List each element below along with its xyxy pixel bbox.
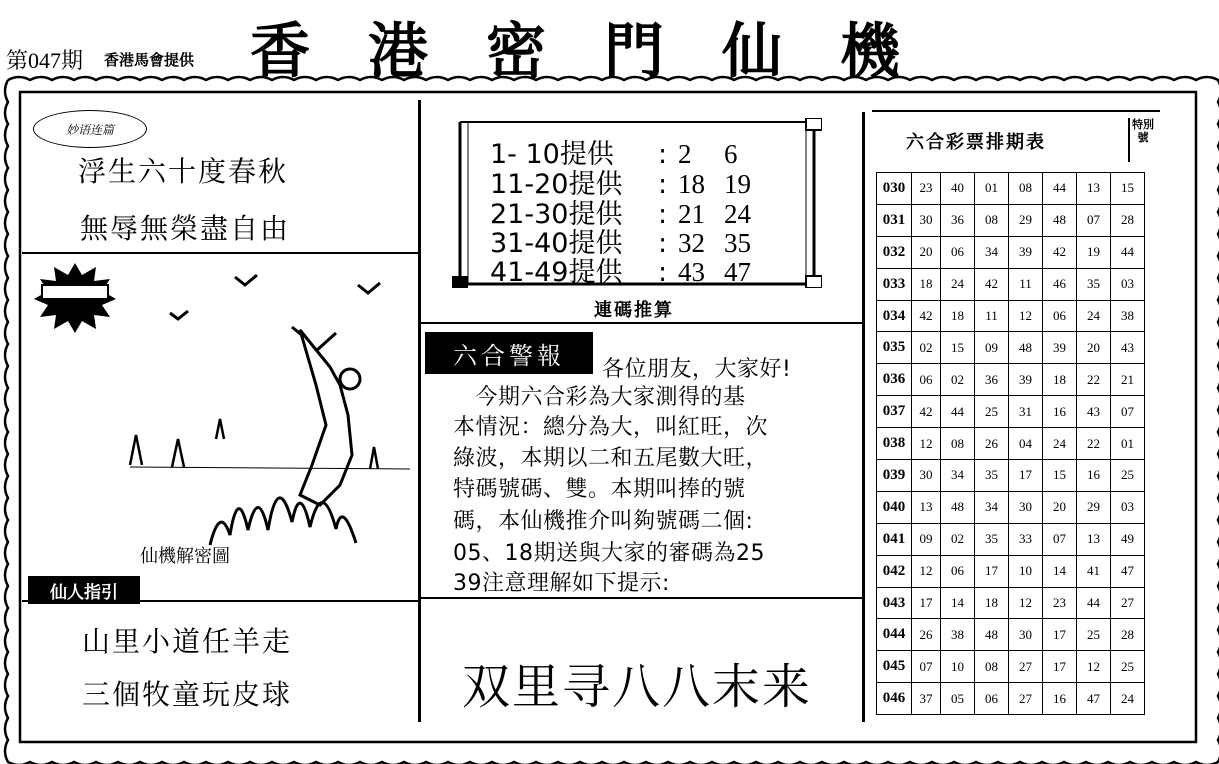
number-cell: 10 xyxy=(1009,555,1043,587)
number-cell: 30 xyxy=(912,204,941,236)
period-cell: 045 xyxy=(877,651,912,683)
number-cell: 01 xyxy=(1111,428,1145,460)
number-cell: 46 xyxy=(1043,268,1077,300)
period-cell: 041 xyxy=(877,523,912,555)
number-cell: 48 xyxy=(1009,332,1043,364)
number-cell: 42 xyxy=(975,268,1009,300)
number-cell: 05 xyxy=(941,683,975,715)
table-frame-top xyxy=(872,110,1160,112)
table-row xyxy=(877,428,1145,460)
period-cell: 035 xyxy=(877,332,912,364)
number-cell: 04 xyxy=(1009,428,1043,460)
number-cell: 42 xyxy=(1043,236,1077,268)
number-cell: 27 xyxy=(1009,651,1043,683)
number-cell: 47 xyxy=(1111,555,1145,587)
number-cell: 30 xyxy=(1009,491,1043,523)
number-cell: 40 xyxy=(941,173,975,205)
number-cell: 07 xyxy=(1111,396,1145,428)
number-cell: 07 xyxy=(912,651,941,683)
paragraph-line: 各位朋友，大家好! xyxy=(602,357,792,382)
table-title: 六合彩票排期表 xyxy=(906,132,1046,153)
number-cell: 38 xyxy=(1111,300,1145,332)
number-cell: 17 xyxy=(1043,651,1077,683)
table-row xyxy=(877,587,1145,619)
number-cell: 22 xyxy=(1077,428,1111,460)
number-cell: 20 xyxy=(1077,332,1111,364)
number-cell: 14 xyxy=(941,587,975,619)
number-cell: 09 xyxy=(975,332,1009,364)
number-cell: 39 xyxy=(1043,332,1077,364)
paragraph-line: 本情況：總分為大，叫紅旺，次 xyxy=(453,415,769,440)
number-cell: 37 xyxy=(912,683,941,715)
table-row xyxy=(877,300,1145,332)
number-cell: 08 xyxy=(1009,173,1043,205)
number-cell: 44 xyxy=(1077,587,1111,619)
ink-illustration xyxy=(30,255,410,565)
number-cell: 18 xyxy=(1043,364,1077,396)
number-cell: 34 xyxy=(975,236,1009,268)
number-cell: 30 xyxy=(912,460,941,492)
number-cell: 31 xyxy=(1009,396,1043,428)
paragraph-line: 碼，本仙機推介叫夠號碼二個: xyxy=(453,509,754,534)
number-cell: 11 xyxy=(1009,268,1043,300)
number-cell: 18 xyxy=(975,587,1009,619)
number-cell: 43 xyxy=(1111,332,1145,364)
number-cell: 12 xyxy=(1009,587,1043,619)
number-cell: 36 xyxy=(941,204,975,236)
number-cell: 16 xyxy=(1077,460,1111,492)
table-row xyxy=(877,332,1145,364)
number-cell: 07 xyxy=(1077,204,1111,236)
number-cell: 16 xyxy=(1043,396,1077,428)
number-cell: 48 xyxy=(975,619,1009,651)
number-cell: 25 xyxy=(1077,619,1111,651)
middle-divider-bottom xyxy=(420,597,862,599)
number-cell: 12 xyxy=(912,555,941,587)
number-cell: 13 xyxy=(1077,173,1111,205)
number-cell: 06 xyxy=(912,364,941,396)
number-cell: 08 xyxy=(941,428,975,460)
period-cell: 039 xyxy=(877,460,912,492)
period-cell: 042 xyxy=(877,555,912,587)
number-cell: 29 xyxy=(1077,491,1111,523)
archer-figure xyxy=(300,330,352,505)
number-cell: 38 xyxy=(941,619,975,651)
number-cell: 34 xyxy=(941,460,975,492)
poem-line-2: 無辱無榮盡自由 xyxy=(80,212,291,245)
number-cell: 13 xyxy=(1077,523,1111,555)
table-row xyxy=(877,268,1145,300)
period-cell: 038 xyxy=(877,428,912,460)
number-cell: 36 xyxy=(975,364,1009,396)
number-cell: 44 xyxy=(1111,236,1145,268)
number-cell: 07 xyxy=(1043,523,1077,555)
section-badge: 妙语连篇 xyxy=(33,110,147,148)
number-cell: 13 xyxy=(912,491,941,523)
number-cell: 02 xyxy=(912,332,941,364)
number-cell: 15 xyxy=(1111,173,1145,205)
number-cell: 39 xyxy=(1009,236,1043,268)
special-number-label: 特別號 xyxy=(1128,118,1156,162)
number-cell: 35 xyxy=(975,523,1009,555)
number-cell: 14 xyxy=(1043,555,1077,587)
table-row xyxy=(877,364,1145,396)
number-cell: 42 xyxy=(912,300,941,332)
number-cell: 44 xyxy=(941,396,975,428)
period-cell: 044 xyxy=(877,619,912,651)
page-title: 香港密門仙機 xyxy=(250,17,958,87)
number-cell: 30 xyxy=(1009,619,1043,651)
number-cell: 20 xyxy=(1043,491,1077,523)
number-cell: 42 xyxy=(912,396,941,428)
table-row xyxy=(877,173,1145,205)
draw-table xyxy=(876,172,1145,715)
number-cell: 01 xyxy=(975,173,1009,205)
period-cell: 040 xyxy=(877,491,912,523)
number-cell: 15 xyxy=(1043,460,1077,492)
period-cell: 031 xyxy=(877,204,912,236)
number-cell: 06 xyxy=(941,555,975,587)
paragraph-line: 特碼號碼、雙。本期叫捧的號 xyxy=(453,477,746,502)
column-divider-left xyxy=(418,100,421,722)
grass xyxy=(210,498,356,545)
table-row xyxy=(877,396,1145,428)
number-cell: 28 xyxy=(1111,204,1145,236)
bird-icon xyxy=(235,275,257,285)
number-cell: 35 xyxy=(1077,268,1111,300)
number-cell: 33 xyxy=(1009,523,1043,555)
number-cell: 26 xyxy=(912,619,941,651)
number-cell: 06 xyxy=(975,683,1009,715)
number-cell: 03 xyxy=(1111,491,1145,523)
table-row xyxy=(877,555,1145,587)
number-cell: 27 xyxy=(1009,683,1043,715)
number-line: 1- 10提供 : 2 6 xyxy=(490,139,738,170)
number-line: 21-30提供 : 21 24 xyxy=(490,199,751,230)
number-cell: 12 xyxy=(912,428,941,460)
number-cell: 11 xyxy=(975,300,1009,332)
number-cell: 47 xyxy=(1077,683,1111,715)
table-row xyxy=(877,651,1145,683)
column-divider-right xyxy=(862,112,865,722)
number-cell: 23 xyxy=(912,173,941,205)
number-cell: 25 xyxy=(1111,651,1145,683)
number-cell: 27 xyxy=(1111,587,1145,619)
provider-label: 香港馬會提供 xyxy=(104,51,195,69)
period-cell: 030 xyxy=(877,173,912,205)
number-line: 11-20提供 : 18 19 xyxy=(490,169,751,200)
number-cell: 15 xyxy=(941,332,975,364)
number-cell: 18 xyxy=(912,268,941,300)
paragraph-line: 39注意理解如下提示: xyxy=(453,571,670,596)
hint-text: 双里寻八八末来 xyxy=(462,659,813,715)
number-cell: 23 xyxy=(1043,587,1077,619)
period-cell: 043 xyxy=(877,587,912,619)
table-row xyxy=(877,236,1145,268)
poem-line-4: 三個牧童玩皮球 xyxy=(82,678,293,711)
number-cell: 17 xyxy=(1009,460,1043,492)
number-cell: 10 xyxy=(941,651,975,683)
number-cell: 39 xyxy=(1009,364,1043,396)
period-cell: 034 xyxy=(877,300,912,332)
number-cell: 21 xyxy=(1111,364,1145,396)
bird-icon xyxy=(358,283,380,293)
number-cell: 19 xyxy=(1077,236,1111,268)
number-cell: 48 xyxy=(941,491,975,523)
period-cell: 046 xyxy=(877,683,912,715)
number-cell: 20 xyxy=(912,236,941,268)
number-cell: 48 xyxy=(1043,204,1077,236)
number-cell: 17 xyxy=(912,587,941,619)
left-divider-top xyxy=(22,252,418,254)
number-cell: 22 xyxy=(1077,364,1111,396)
number-cell: 24 xyxy=(1111,683,1145,715)
number-cell: 17 xyxy=(975,555,1009,587)
number-cell: 06 xyxy=(1043,300,1077,332)
table-row xyxy=(877,683,1145,715)
number-cell: 03 xyxy=(1111,268,1145,300)
paragraph-line: 綠波，本期以二和五尾數大旺， xyxy=(453,446,769,471)
number-cell: 17 xyxy=(1043,619,1077,651)
number-cell: 16 xyxy=(1043,683,1077,715)
bird-icon xyxy=(170,311,188,319)
calc-label: 連碼推算 xyxy=(594,300,674,321)
number-cell: 08 xyxy=(975,651,1009,683)
number-cell: 41 xyxy=(1077,555,1111,587)
period-cell: 037 xyxy=(877,396,912,428)
middle-divider xyxy=(420,322,862,324)
number-line: 31-40提供 : 32 35 xyxy=(490,228,751,259)
poem-line-3: 山里小道任羊走 xyxy=(82,625,293,658)
guide-label: 仙人指引 xyxy=(28,576,140,604)
number-cell: 25 xyxy=(975,396,1009,428)
number-cell: 02 xyxy=(941,523,975,555)
table-row xyxy=(877,619,1145,651)
period-cell: 033 xyxy=(877,268,912,300)
number-cell: 06 xyxy=(941,236,975,268)
issue-number: 第047期 xyxy=(6,48,84,73)
number-cell: 28 xyxy=(1111,619,1145,651)
number-cell: 26 xyxy=(975,428,1009,460)
table-row xyxy=(877,491,1145,523)
paragraph-line: 05、18期送與大家的審碼為25 xyxy=(453,541,765,566)
table-row xyxy=(877,460,1145,492)
number-cell: 24 xyxy=(941,268,975,300)
number-cell: 12 xyxy=(1009,300,1043,332)
number-cell: 44 xyxy=(1043,173,1077,205)
period-cell: 032 xyxy=(877,236,912,268)
number-cell: 02 xyxy=(941,364,975,396)
number-cell: 12 xyxy=(1077,651,1111,683)
number-cell: 35 xyxy=(975,460,1009,492)
alert-label: 六合警報 xyxy=(425,332,593,374)
paragraph-line: 今期六合彩為大家測得的基 xyxy=(453,385,746,410)
poem-line-1: 浮生六十度春秋 xyxy=(78,155,289,188)
number-line: 41-49提供 : 43 47 xyxy=(490,257,751,288)
number-cell: 34 xyxy=(975,491,1009,523)
number-cell: 09 xyxy=(912,523,941,555)
number-cell: 08 xyxy=(975,204,1009,236)
number-cell: 49 xyxy=(1111,523,1145,555)
number-cell: 43 xyxy=(1077,396,1111,428)
table-row xyxy=(877,204,1145,236)
illustration-caption: 仙機解密圖 xyxy=(140,546,230,567)
number-cell: 29 xyxy=(1009,204,1043,236)
period-cell: 036 xyxy=(877,364,912,396)
number-cell: 18 xyxy=(941,300,975,332)
number-cell: 25 xyxy=(1111,460,1145,492)
number-cell: 24 xyxy=(1077,300,1111,332)
table-row xyxy=(877,523,1145,555)
number-cell: 24 xyxy=(1043,428,1077,460)
